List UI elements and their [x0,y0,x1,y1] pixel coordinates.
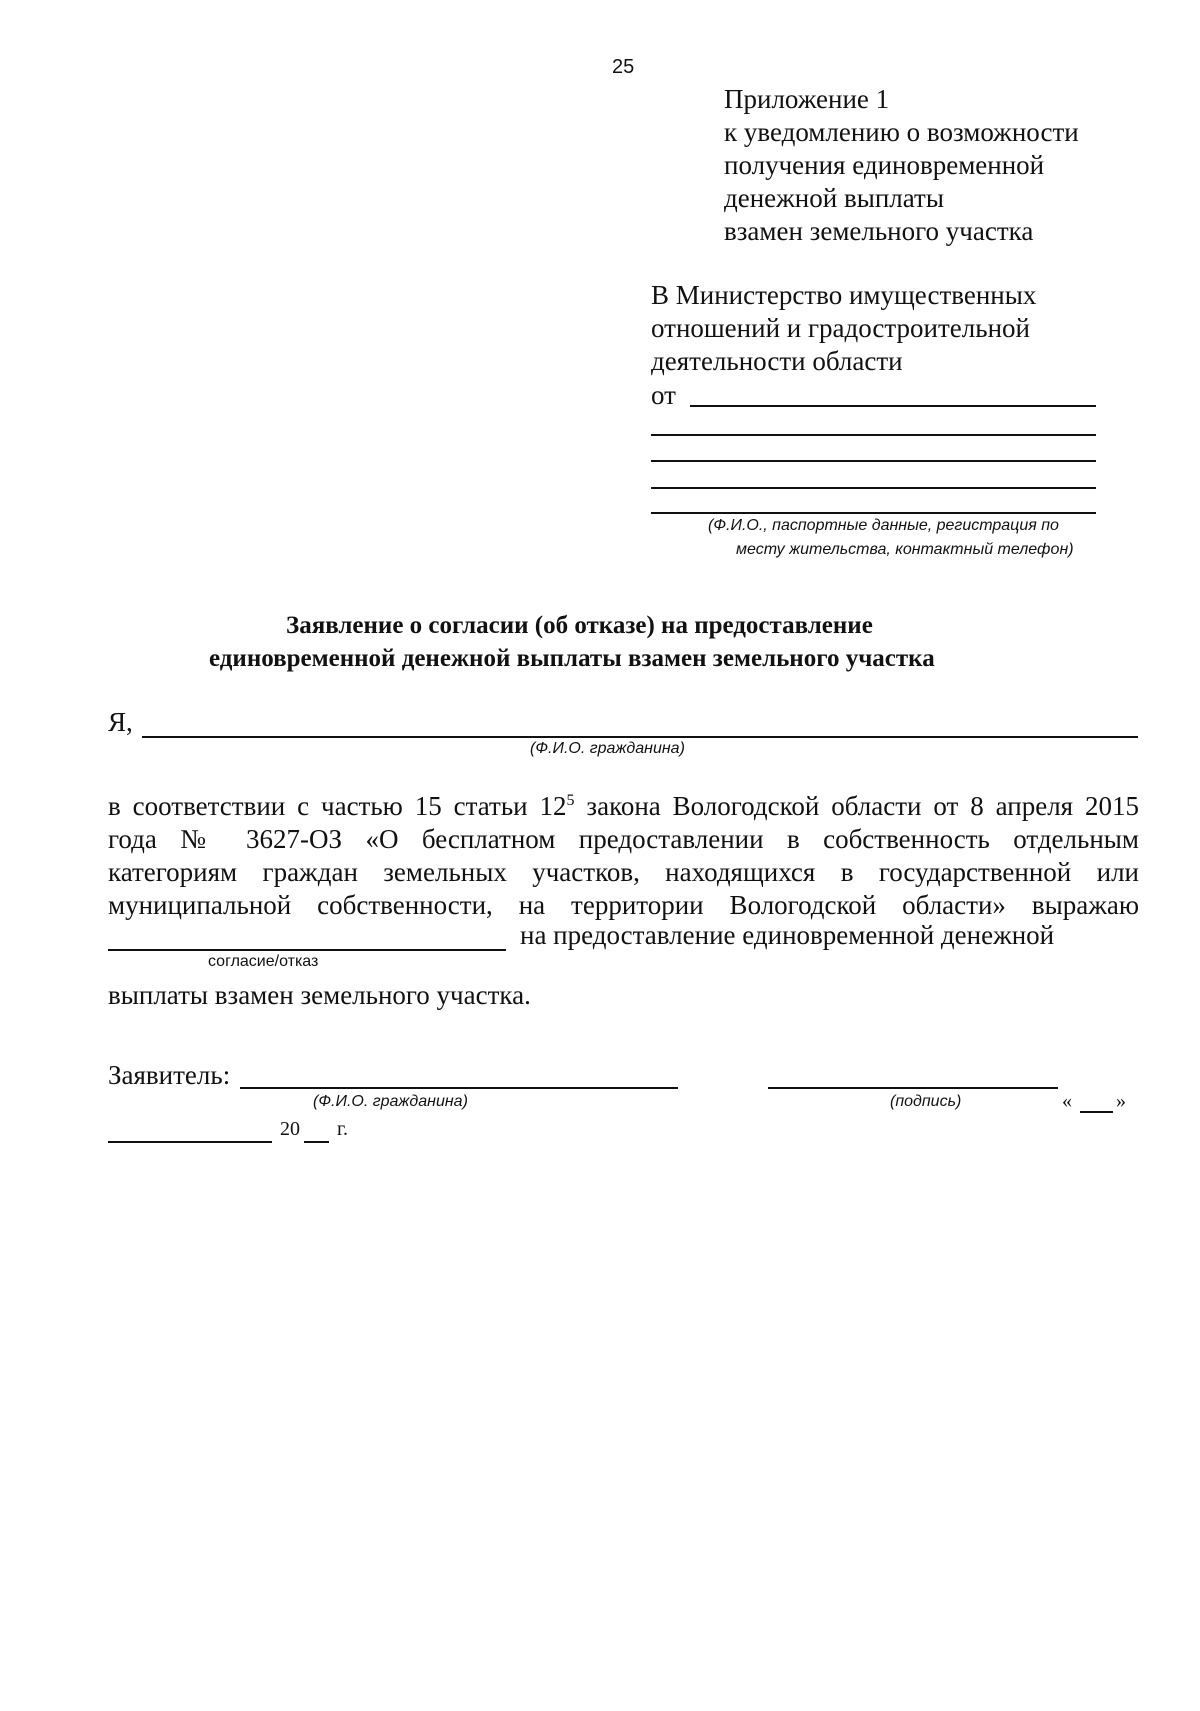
appendix-line: получения единовременной [724,150,1045,180]
from-fill-line [651,434,1096,436]
body-text: закона Вологодской области от 8 апреля 2015 [574,791,1139,821]
from-fill-line [651,487,1096,489]
recipient-line: деятельности области [651,346,903,376]
applicant-prefix: Я, [108,707,133,737]
date-day-line [1080,1111,1113,1113]
body-text: в соответствии с частью 15 статьи 12 [108,791,567,821]
recipient-hint: месту жительства, контактный телефон) [736,541,1074,558]
date-year-line [304,1141,329,1143]
signature-sign-hint: (подпись) [890,1093,962,1110]
body-line [108,791,1139,822]
from-fill-line [651,460,1096,462]
appendix-line: денежной выплаты [724,183,944,213]
applicant-signature-label: Заявитель: [108,1060,231,1090]
page-number: 25 [612,56,635,78]
body-line: категориям граждан земельных участков, находящихся в государственной или [108,857,1139,887]
date-month-line [108,1141,272,1143]
appendix-line: взамен земельного участка [724,216,1034,246]
signature-name-line [240,1087,678,1089]
signature-sign-line [768,1087,1058,1089]
applicant-hint: (Ф.И.О. гражданина) [530,740,685,757]
body-line: на предоставление единовременной денежной [520,920,1055,950]
year-prefix: 20 [280,1118,300,1140]
body-line: года № 3627-ОЗ «О бесплатном предоставлении в собственность отдельным [108,824,1139,854]
recipient-line: отношений и градостроительной [651,313,1030,343]
quote-close: » [1116,1090,1126,1112]
from-fill-line [651,512,1096,514]
recipient-line: В Министерство имущественных [651,280,1037,310]
consent-fill-line [108,949,506,951]
from-fill-line [690,405,1096,407]
appendix-line: к уведомлению о возможности [724,117,1079,147]
signature-name-hint: (Ф.И.О. гражданина) [313,1093,468,1110]
applicant-name-line [142,736,1138,738]
superscript: 5 [566,792,575,809]
consent-hint: согласие/отказ [208,953,319,970]
recipient-hint: (Ф.И.О., паспортные данные, регистрация по [708,517,1059,534]
from-label: от [651,380,676,410]
title-line: Заявление о согласии (об отказе) на предоставление [286,612,873,639]
quote-open: « [1062,1090,1072,1112]
appendix-title: Приложение 1 [724,84,890,114]
year-suffix: г. [337,1118,348,1140]
title-line: единовременной денежной выплаты взамен земельного участка [209,645,935,672]
body-line: муниципальной собственности, на территории Вологодской области» выражаю [108,890,1139,920]
body-line: выплаты взамен земельного участка. [108,980,531,1010]
